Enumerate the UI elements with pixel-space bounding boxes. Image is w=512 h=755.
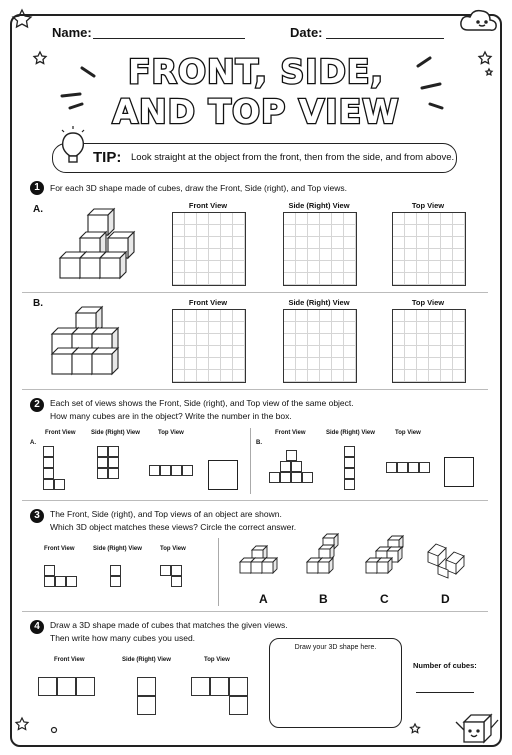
q3-front-label: Front View xyxy=(44,546,75,552)
q4-count-label: Number of cubes: xyxy=(413,661,477,670)
view-cell xyxy=(44,576,55,587)
q1b-front-label: Front View xyxy=(188,298,228,307)
view-cell xyxy=(57,677,76,696)
q4-side-label: Side (Right) View xyxy=(122,657,171,663)
question-4-number: 4 xyxy=(30,620,44,634)
view-cell xyxy=(43,479,54,490)
question-3-number: 3 xyxy=(30,509,44,523)
view-cell xyxy=(43,457,54,468)
view-cell xyxy=(44,565,55,576)
q2b-answer-box[interactable] xyxy=(444,457,474,487)
tip-text: Look straight at the object from the front, then from the side, and from above. xyxy=(131,152,455,163)
view-cell xyxy=(386,462,397,473)
q2a-answer-box[interactable] xyxy=(208,460,238,490)
q2a-front-label: Front View xyxy=(45,430,76,436)
view-cell xyxy=(110,565,121,576)
view-cell xyxy=(38,677,57,696)
view-cell xyxy=(171,465,182,476)
q4-drawing-area[interactable] xyxy=(269,638,402,728)
view-cell xyxy=(302,472,313,483)
view-cell xyxy=(54,479,65,490)
view-cell xyxy=(137,696,156,715)
q4-top-label: Top View xyxy=(204,657,230,663)
question-1-number: 1 xyxy=(30,181,44,195)
view-cell xyxy=(419,462,430,473)
question-4-text-line1: Draw a 3D shape made of cubes that matches the given views. xyxy=(50,620,288,630)
q2a-top-label: Top View xyxy=(158,430,184,436)
view-cell xyxy=(171,576,182,587)
divider xyxy=(22,500,488,501)
view-cell xyxy=(110,576,121,587)
view-cell xyxy=(286,450,297,461)
q1-item-a-label: A. xyxy=(33,204,43,215)
title-line-2: AND TOP VIEW xyxy=(112,92,400,131)
view-cell xyxy=(43,446,54,457)
divider xyxy=(22,389,488,390)
divider xyxy=(22,611,488,612)
view-cell xyxy=(229,696,248,715)
view-cell xyxy=(55,576,66,587)
view-cell xyxy=(108,446,119,457)
q3-option-d xyxy=(428,544,464,578)
q3-option-b-label[interactable]: B xyxy=(319,592,328,606)
view-cell xyxy=(97,446,108,457)
view-cell xyxy=(229,677,248,696)
q3-option-c-label[interactable]: C xyxy=(380,592,389,606)
view-cell xyxy=(137,677,156,696)
q3-top-label: Top View xyxy=(160,546,186,552)
question-4-text-line2: Then write how many cubes you used. xyxy=(50,633,196,643)
q2b-front-label: Front View xyxy=(275,430,306,436)
q1-item-b-label: B. xyxy=(33,298,43,309)
view-cell xyxy=(108,457,119,468)
view-cell xyxy=(160,465,171,476)
q2a-label: A. xyxy=(30,440,36,446)
q4-count-field[interactable] xyxy=(416,692,474,693)
view-cell xyxy=(408,462,419,473)
question-2-number: 2 xyxy=(30,398,44,412)
view-cell xyxy=(97,468,108,479)
view-cell xyxy=(76,677,95,696)
tip-label: TIP: xyxy=(93,149,122,166)
q4-draw-label: Draw your 3D shape here. xyxy=(294,644,377,651)
q3-option-d-label[interactable]: D xyxy=(441,592,450,606)
q2a-side-label: Side (Right) View xyxy=(91,430,140,436)
view-cell xyxy=(397,462,408,473)
view-cell xyxy=(43,468,54,479)
view-cell xyxy=(97,457,108,468)
question-2-text-line1: Each set of views shows the Front, Side (right), and Top view of the same object. xyxy=(50,398,354,408)
divider xyxy=(250,428,251,494)
view-cell xyxy=(108,468,119,479)
view-cell xyxy=(344,468,355,479)
name-label: Name: xyxy=(52,25,92,40)
q2b-side-label: Side (Right) View xyxy=(326,430,375,436)
q4-front-label: Front View xyxy=(54,657,85,663)
q1a-top-label: Top View xyxy=(411,201,445,210)
q3-option-a xyxy=(240,546,277,573)
view-cell xyxy=(171,565,182,576)
view-cell xyxy=(291,472,302,483)
q3-option-c xyxy=(366,536,403,573)
q3-option-b xyxy=(307,534,338,573)
date-label: Date: xyxy=(290,25,323,40)
cube-mascot-icon xyxy=(456,715,498,742)
question-3-text-line1: The Front, Side (right), and Top views of an object are shown. xyxy=(50,509,282,519)
q1b-side-label: Side (Right) View xyxy=(288,298,350,307)
question-2-text-line2: How many cubes are in the object? Write the number in the box. xyxy=(50,411,292,421)
shape-b-cubes xyxy=(52,307,118,374)
view-cell xyxy=(344,479,355,490)
view-cell xyxy=(280,472,291,483)
question-1-text: For each 3D shape made of cubes, draw the Front, Side (right), and Top views. xyxy=(50,183,348,193)
view-cell xyxy=(344,446,355,457)
view-cell xyxy=(280,461,291,472)
view-cell xyxy=(149,465,160,476)
question-3-text-line2: Which 3D object matches these views? Circle the correct answer. xyxy=(50,522,297,532)
view-cell xyxy=(160,565,171,576)
q1b-top-label: Top View xyxy=(411,298,445,307)
view-cell xyxy=(269,472,280,483)
q2b-top-label: Top View xyxy=(395,430,421,436)
title-line-1: FRONT, SIDE, xyxy=(128,52,384,91)
divider xyxy=(218,538,219,606)
q3-option-a-label[interactable]: A xyxy=(259,592,268,606)
view-cell xyxy=(291,461,302,472)
q3-side-label: Side (Right) View xyxy=(93,546,142,552)
view-cell xyxy=(210,677,229,696)
view-cell xyxy=(344,457,355,468)
view-cell xyxy=(182,465,193,476)
q2b-label: B. xyxy=(256,440,262,446)
view-cell xyxy=(191,677,210,696)
q1a-side-label: Side (Right) View xyxy=(288,201,350,210)
shape-a-cubes xyxy=(60,209,134,278)
view-cell xyxy=(66,576,77,587)
q1a-front-label: Front View xyxy=(188,201,228,210)
